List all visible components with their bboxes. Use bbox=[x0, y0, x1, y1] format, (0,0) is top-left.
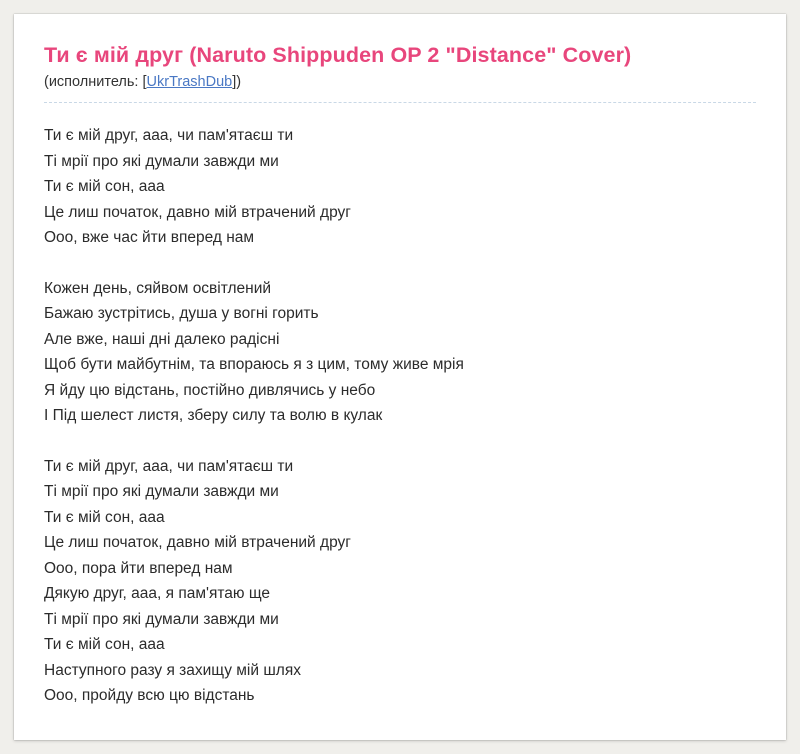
lyrics-line: Ті мрії про які думали завжди ми bbox=[44, 610, 279, 628]
lyrics-line: Наступного разу я захищу мій шлях bbox=[44, 661, 301, 679]
lyrics-line: Ооо, пройду всю цю відстань bbox=[44, 687, 255, 704]
artist-prefix-label: (исполнитель: bbox=[44, 74, 143, 90]
lyrics-line: Ти є мій сон, ааа bbox=[44, 636, 165, 653]
page-title: Ти є мій друг (Naruto Shippuden OP 2 "Distance" Cover) bbox=[44, 43, 632, 67]
lyrics-line: Ті мрії про які думали завжди ми bbox=[44, 483, 279, 500]
lyrics-line: Це лиш початок, давно мій втрачений друг bbox=[44, 203, 351, 221]
lyrics-line: Ти є мій друг, ааа, чи пам'ятаєш ти bbox=[44, 127, 294, 144]
lyrics-stanza bbox=[44, 123, 756, 251]
lyrics-line: Ти є мій сон, ааа bbox=[44, 508, 165, 526]
lyrics-line: Кожен день, сяйвом освітлений bbox=[44, 279, 272, 297]
lyrics-line: І Під шелест листя, зберу силу та волю в кулак bbox=[44, 407, 383, 424]
artist-line bbox=[44, 74, 756, 103]
lyrics-line: Це лиш початок, давно мій втрачений друг bbox=[44, 534, 351, 551]
artist-link[interactable]: UkrTrashDub bbox=[146, 74, 233, 90]
lyrics-line: Але вже, наші дні далеко радісні bbox=[44, 330, 280, 348]
lyrics-line: Дякую друг, ааа, я пам'ятаю ще bbox=[44, 585, 271, 602]
lyrics-stanza bbox=[44, 276, 756, 429]
lyrics-card bbox=[14, 14, 786, 740]
lyrics-body bbox=[44, 123, 756, 709]
lyrics-line: Ооо, вже час йти вперед нам bbox=[44, 229, 255, 246]
lyrics-line: Ооо, пора йти вперед нам bbox=[44, 559, 233, 577]
lyrics-line: Щоб бути майбутнім, та впораюсь я з цим, тому живе мрія bbox=[44, 356, 464, 373]
lyrics-stanza bbox=[44, 454, 756, 709]
lyrics-line: Я йду цю відстань, постійно дивлячись у небо bbox=[44, 381, 376, 399]
artist-bracket-open: [ bbox=[142, 74, 147, 90]
artist-suffix-label: ) bbox=[236, 74, 242, 90]
artist-bracket-close: ] bbox=[232, 74, 237, 90]
lyrics-line: Ті мрії про які думали завжди ми bbox=[44, 152, 279, 170]
lyrics-line: Ти є мій друг, ааа, чи пам'ятаєш ти bbox=[44, 457, 294, 475]
lyrics-line: Ти є мій сон, ааа bbox=[44, 178, 165, 195]
lyrics-line: Бажаю зустрітись, душа у вогні горить bbox=[44, 305, 319, 322]
